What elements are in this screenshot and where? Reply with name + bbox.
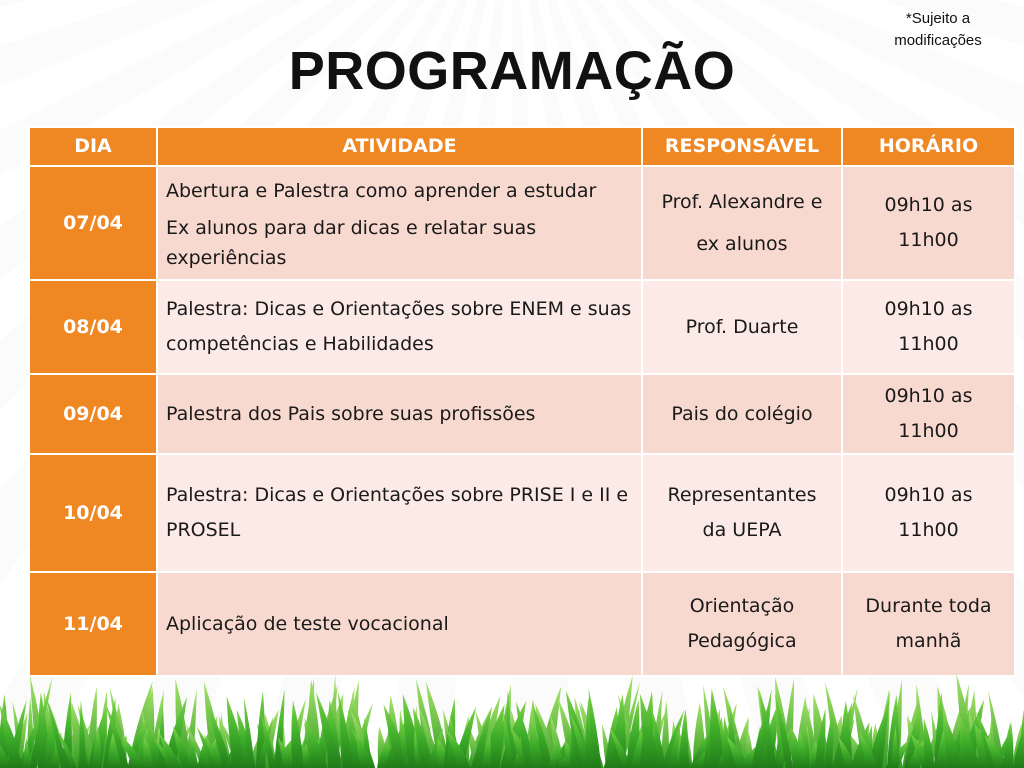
responsible-cell [642,374,842,454]
header-dia: DIA [29,127,157,166]
note-line-2: modificações [894,32,982,49]
time-line: 11h00 [898,333,959,355]
time-line: 09h10 as [884,194,973,216]
responsible-line: Prof. Duarte [685,315,799,338]
activity-line: Aplicação de teste vocacional [166,612,449,635]
day-cell: 11/04 [29,572,157,676]
page-title: PROGRAMAÇÃO [288,41,736,101]
time-cell [842,454,1015,572]
grass-blade [1020,710,1024,768]
time-line: Durante toda [865,595,992,617]
time-line: 11h00 [898,519,959,541]
note-line-1: *Sujeito a [905,10,971,27]
header-row [29,127,1015,166]
activity-line: Ex alunos para dar dicas e relatar suas experiências [166,216,537,269]
schedule-table [28,126,1016,677]
responsible-line: Representantes [667,484,817,506]
activity-line: Abertura e Palestra como aprender a estudar [166,179,597,202]
responsible-line: Pais do colégio [671,402,813,425]
responsible-cell [642,166,842,280]
responsible-line: Pedagógica [687,630,797,652]
day-cell: 08/04 [29,280,157,374]
day-cell: 07/04 [29,166,157,280]
time-cell [842,166,1015,280]
responsible-line: Orientação [689,595,795,617]
table-row [29,454,1015,572]
responsible-cell [642,280,842,374]
time-cell [842,374,1015,454]
time-line: 09h10 as [884,385,973,407]
table-row [29,166,1015,280]
day-cell: 10/04 [29,454,157,572]
grass-decoration [0,658,1024,768]
activity-cell [157,166,642,280]
time-line: 09h10 as [884,298,973,320]
responsible-line: da UEPA [702,519,782,541]
header-responsavel: RESPONSÁVEL [642,127,842,166]
header-atividade: ATIVIDADE [157,127,642,166]
time-line: 11h00 [898,229,959,251]
activity-line: Palestra: Dicas e Orientações sobre PRISE I e II e PROSEL [166,484,629,541]
day-cell: 09/04 [29,374,157,454]
table-row [29,374,1015,454]
activity-line: Palestra: Dicas e Orientações sobre ENEM e suas competências e Habilidades [166,298,632,355]
responsible-line: Prof. Alexandre e [661,191,823,213]
responsible-line: ex alunos [696,233,788,255]
time-cell [842,280,1015,374]
time-line: 11h00 [898,420,959,442]
activity-cell [157,374,642,454]
activity-cell [157,280,642,374]
header-horario: HORÁRIO [842,127,1015,166]
activity-cell [157,454,642,572]
table-row [29,280,1015,374]
responsible-cell [642,454,842,572]
activity-line: Palestra dos Pais sobre suas profissões [166,402,536,425]
time-line: 09h10 as [884,484,973,506]
time-line: manhã [895,630,962,652]
